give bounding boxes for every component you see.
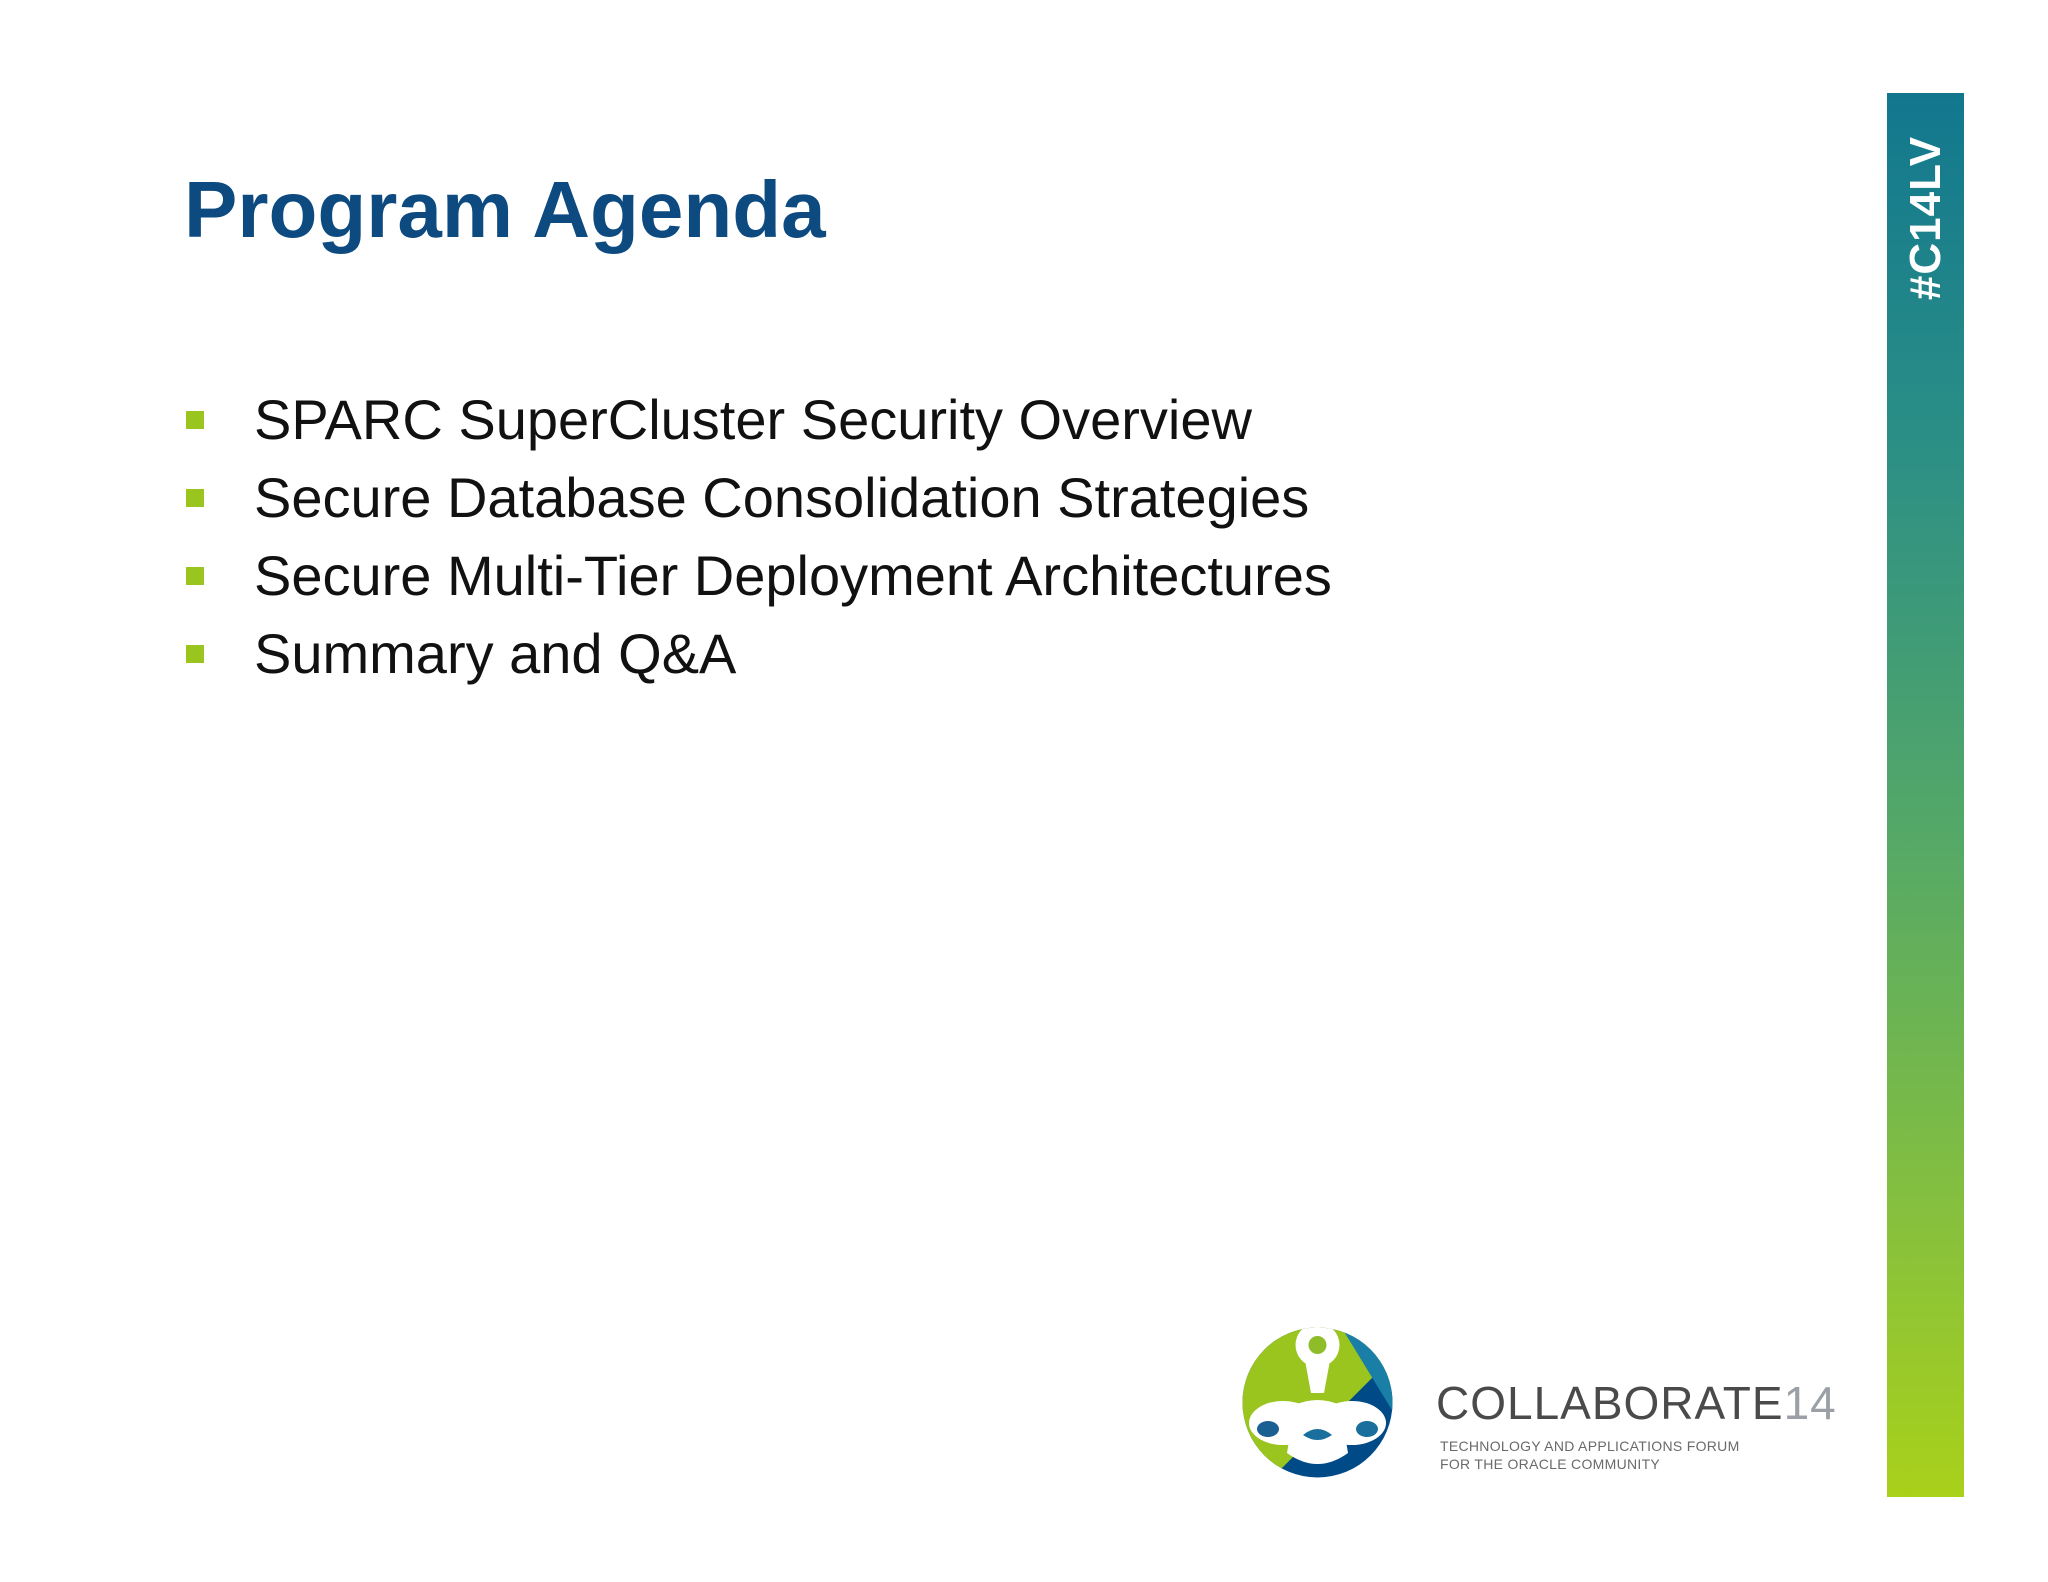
logo-wordmark xyxy=(1436,1377,1837,1429)
square-bullet-icon xyxy=(186,489,204,507)
agenda-list xyxy=(186,381,1332,693)
agenda-item xyxy=(186,381,1332,459)
agenda-item-text: Secure Database Consolidation Strategies xyxy=(254,466,1310,529)
logo-tagline-line1: TECHNOLOGY AND APPLICATIONS FORUM xyxy=(1440,1438,1740,1454)
logo-year: 14 xyxy=(1783,1377,1837,1429)
agenda-item-text: Summary and Q&A xyxy=(254,622,737,685)
slide-title: Program Agenda xyxy=(184,165,826,254)
collaborate-logo xyxy=(1240,1325,1880,1485)
logo-tagline xyxy=(1440,1437,1740,1473)
agenda-item xyxy=(186,537,1332,615)
square-bullet-icon xyxy=(186,567,204,585)
agenda-item xyxy=(186,459,1332,537)
agenda-item-text: SPARC SuperCluster Security Overview xyxy=(254,388,1252,451)
logo-tagline-line2: FOR THE ORACLE COMMUNITY xyxy=(1440,1456,1661,1472)
agenda-item-text: Secure Multi-Tier Deployment Architectures xyxy=(254,544,1332,607)
square-bullet-icon xyxy=(186,645,204,663)
agenda-item xyxy=(186,615,1332,693)
collaborate-trefoil-logo-icon xyxy=(1240,1325,1395,1480)
side-gradient-bar xyxy=(1887,93,1964,1497)
logo-name: COLLABORATE xyxy=(1436,1377,1784,1429)
hashtag-label: #C14LV xyxy=(1900,135,1950,301)
square-bullet-icon xyxy=(186,411,204,429)
